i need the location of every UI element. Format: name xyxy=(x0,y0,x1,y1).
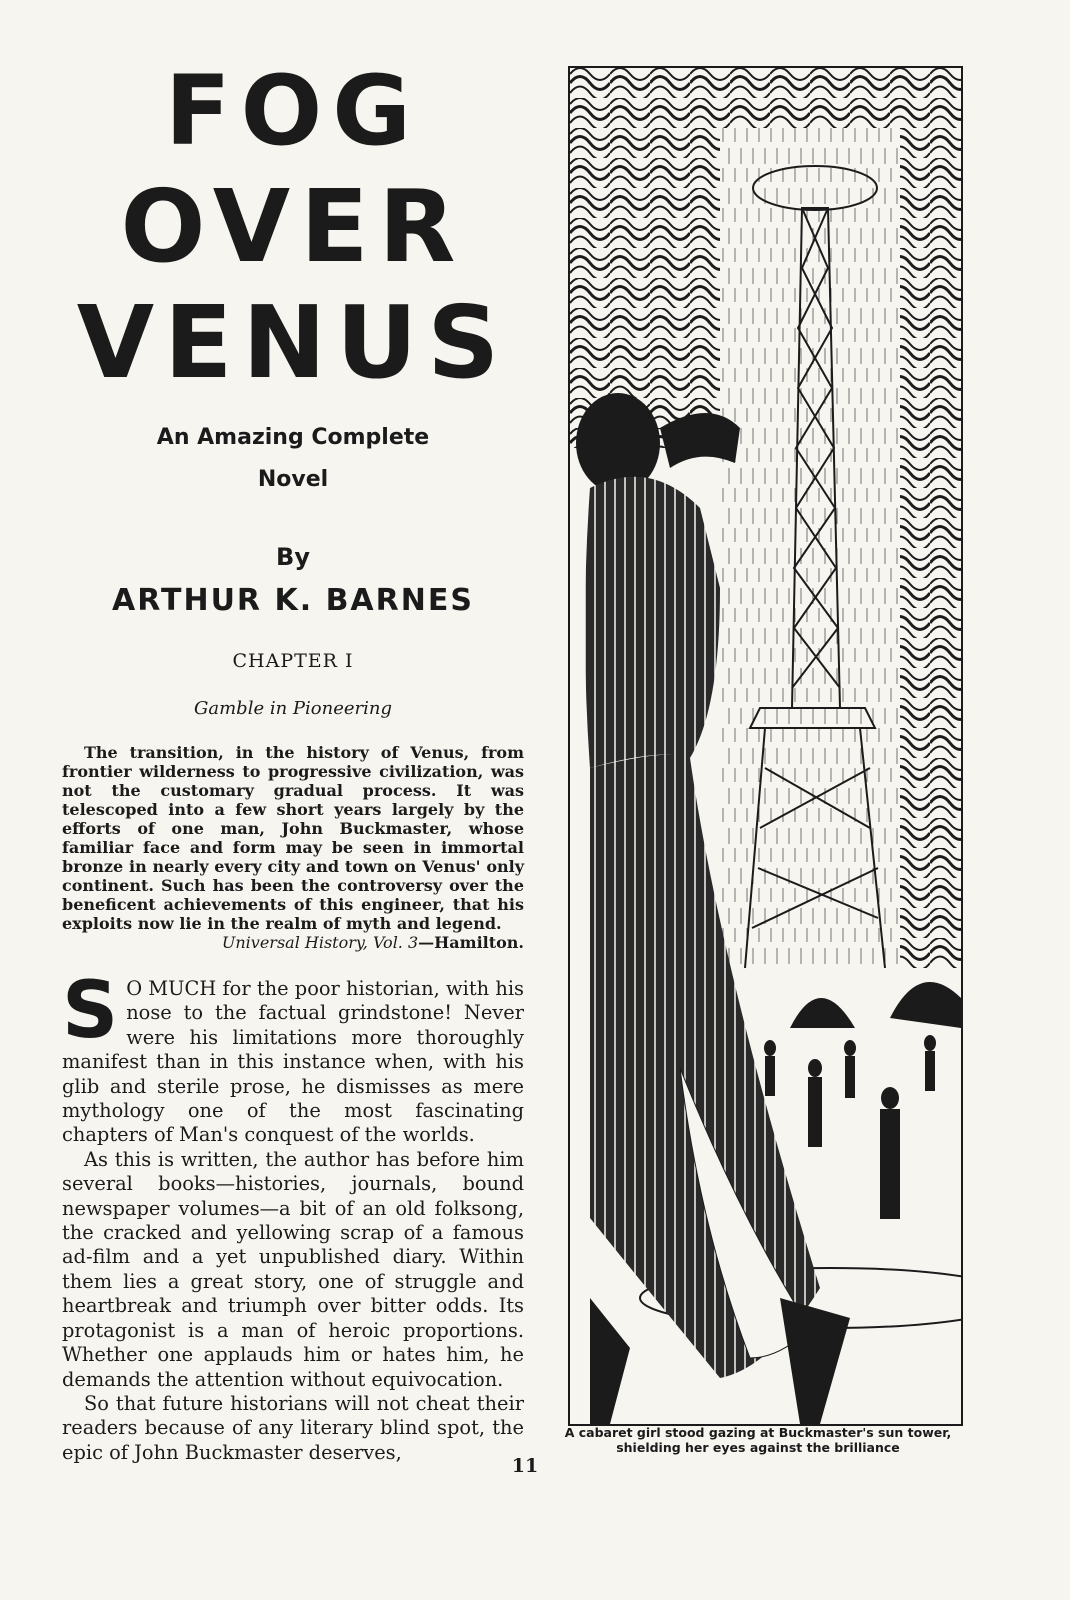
tower-base-left xyxy=(790,998,855,1028)
title-line-3: VENUS xyxy=(76,284,510,401)
page-number: 11 xyxy=(511,1455,539,1477)
light-rays xyxy=(720,128,900,968)
cloud-right xyxy=(900,68,961,968)
story-title xyxy=(62,55,524,401)
byline: By xyxy=(276,543,310,571)
title-line-1: FOG xyxy=(165,55,421,167)
epigraph-source xyxy=(62,933,524,953)
drop-cap: S xyxy=(62,966,119,1056)
paragraph-3: So that future historians will not cheat their readers because of any literary blind spot, the epic of John Buckmaster deserves, xyxy=(62,1391,524,1464)
illustration xyxy=(568,66,963,1426)
epigraph: The transition, in the history of Venus, from frontier wilderness to progressive civilization, was not the customary gradual process. It was telescoped into a few short years largely by the efforts of one man, John Buckmaster, whose familiar face and form may be seen in immortal bronze in nearly every city and town on Venus' only continent. Such has been the controversy over the beneficent achievements of this engineer, that his exploits now lie in the realm of myth and legend. xyxy=(62,743,524,933)
tower-base-right xyxy=(890,982,961,1028)
title-line-2: OVER xyxy=(120,168,466,285)
illustration-drawing xyxy=(570,68,961,1424)
cloud-top xyxy=(570,68,961,128)
subtitle-line-1: An Amazing Complete xyxy=(156,425,430,450)
paragraph-1 xyxy=(62,966,524,1148)
epigraph-source-work: Universal History, Vol. 3 xyxy=(221,933,419,952)
chapter-number: CHAPTER I xyxy=(232,650,354,672)
author-name: ARTHUR K. BARNES xyxy=(112,583,474,618)
chapter-title: Gamble in Pioneering xyxy=(194,698,392,719)
illustration-caption: A cabaret girl stood gazing at Buckmaster's sun tower, shielding her eyes against the brilliance xyxy=(564,1425,952,1455)
story-subtitle xyxy=(62,417,524,501)
article-column xyxy=(62,55,524,1465)
paragraph-2: As this is written, the author has before him several books—histories, journals, bound newspaper volumes—a bit of an old folksong, the cracked and yellowing scrap of a famous ad-film and a yet unpublished diary. Within them lies a great story, one of struggle and heartbreak and triumph over bitter odds. Its protagonist is a man of heroic proportions. Whether one applauds him or hates him, he demands the attention without equivocation. xyxy=(62,1147,524,1391)
subtitle-line-2: Novel xyxy=(257,467,329,492)
paragraph-1-text: O MUCH for the poor historian, with his nose to the factual grindstone! Never were his limitations more thoroughly manifest than in this instance when, with his glib and sterile prose, he dismisses as mere mythology one of the most fascinating chapters of Man's conquest of the worlds. xyxy=(62,977,524,1147)
epigraph-source-author: —Hamilton. xyxy=(418,933,524,952)
body-text xyxy=(62,966,524,1465)
